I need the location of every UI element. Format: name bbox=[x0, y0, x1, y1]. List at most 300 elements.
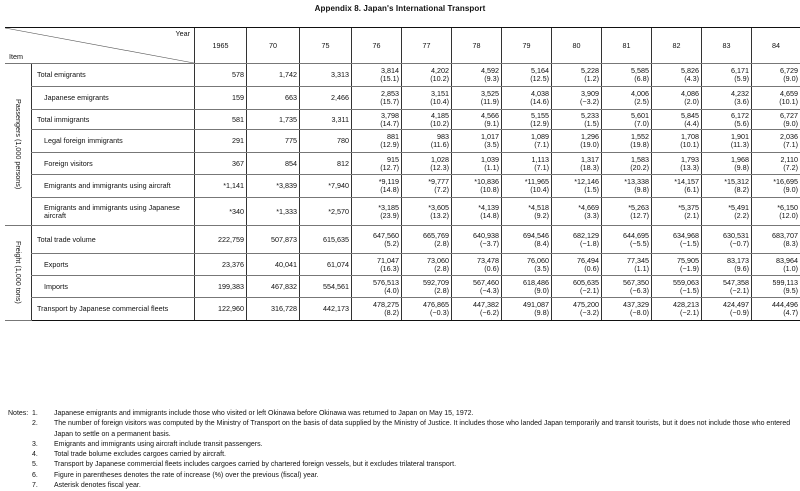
cell-value: 1,968 bbox=[731, 154, 749, 164]
cell bbox=[247, 226, 300, 254]
cell-value: 1,017 bbox=[481, 132, 499, 142]
cell bbox=[752, 130, 800, 153]
row-label: Emigrants and immigrants using aircraft bbox=[32, 175, 195, 198]
cell-rate: (13.2) bbox=[430, 210, 449, 220]
cell-value: 576,513 bbox=[373, 277, 399, 287]
cell-rate: (12.9) bbox=[380, 140, 399, 149]
cell-value: 2,853 bbox=[381, 89, 399, 99]
cell-value: *16,695 bbox=[773, 177, 798, 187]
cell-rate: (9.6) bbox=[734, 263, 749, 273]
cell bbox=[502, 298, 552, 321]
cell-value: 4,006 bbox=[631, 89, 649, 99]
cell-rate: (9.1) bbox=[484, 118, 499, 128]
note-number: 7. bbox=[32, 482, 38, 490]
cell bbox=[502, 198, 552, 226]
year-header: 75 bbox=[300, 28, 352, 64]
cell-rate: (9.0) bbox=[783, 185, 798, 194]
year-header: 77 bbox=[402, 28, 452, 64]
cell bbox=[247, 254, 300, 276]
cell-value: *10,836 bbox=[474, 177, 499, 187]
cell-rate: (9.3) bbox=[484, 74, 499, 83]
cell bbox=[247, 298, 300, 321]
note-text: Transport by Japanese commercial fleets includes cargoes carried by chartered foreign vessels, but it excludes trilateral transport. bbox=[54, 461, 457, 469]
year-header: 70 bbox=[247, 28, 300, 64]
cell-rate: (2.5) bbox=[634, 97, 649, 106]
cell bbox=[552, 298, 602, 321]
cell bbox=[552, 175, 602, 198]
cell-value: 1,708 bbox=[681, 132, 699, 142]
cell bbox=[352, 64, 402, 87]
cell-rate: (9.8) bbox=[634, 185, 649, 194]
cell bbox=[752, 64, 800, 87]
cell bbox=[452, 254, 502, 276]
cell-rate: (4.4) bbox=[684, 118, 699, 128]
year-header: 83 bbox=[702, 28, 752, 64]
cell-rate: (−5.5) bbox=[630, 238, 649, 248]
cell bbox=[702, 254, 752, 276]
notes-label: Notes: bbox=[8, 410, 29, 417]
cell-rate: (5.6) bbox=[734, 118, 749, 128]
cell-value: 559,063 bbox=[673, 277, 699, 287]
cell bbox=[752, 276, 800, 298]
cell bbox=[402, 64, 452, 87]
cell-value: *9,119 bbox=[378, 177, 399, 187]
table-row bbox=[5, 110, 800, 130]
cell-value: *3,605 bbox=[428, 202, 449, 212]
cell-rate: (9.5) bbox=[783, 285, 798, 295]
cell-rate: (7.1) bbox=[783, 140, 798, 149]
cell-rate: (9.8) bbox=[534, 308, 549, 317]
cell-rate: (9.0) bbox=[534, 285, 549, 295]
cell bbox=[352, 254, 402, 276]
note-item bbox=[8, 409, 798, 419]
cell-rate: (5.2) bbox=[384, 238, 399, 248]
cell bbox=[702, 226, 752, 254]
cell bbox=[652, 276, 702, 298]
cell-value: 6,172 bbox=[731, 110, 749, 120]
cell-value: *4,139 bbox=[478, 202, 499, 212]
cell-rate: (7.1) bbox=[534, 162, 549, 172]
cell-value: 983 bbox=[437, 132, 449, 142]
cell-rate: (4.7) bbox=[783, 308, 798, 317]
cell-rate: (9.8) bbox=[734, 162, 749, 172]
cell bbox=[247, 276, 300, 298]
cell bbox=[652, 110, 702, 130]
note-number: 3. bbox=[32, 440, 38, 448]
cell-value: 478,275 bbox=[373, 300, 399, 310]
cell-rate: (−1.8) bbox=[580, 238, 599, 248]
cell-value: 4,086 bbox=[681, 89, 699, 99]
cell bbox=[247, 153, 300, 175]
year-header: 84 bbox=[752, 28, 800, 64]
cell-rate: (1.1) bbox=[484, 162, 499, 172]
cell-value: 5,233 bbox=[581, 110, 599, 120]
cell-rate: (−1.9) bbox=[680, 263, 699, 273]
cell bbox=[452, 198, 502, 226]
cell bbox=[652, 298, 702, 321]
cell bbox=[752, 87, 800, 110]
cell-value: *5,263 bbox=[628, 202, 649, 212]
cell-rate: (−1.5) bbox=[680, 238, 699, 248]
cell-value: 605,635 bbox=[573, 277, 599, 287]
cell-value: 76,494 bbox=[577, 255, 599, 265]
cell-value: 3,909 bbox=[581, 89, 599, 99]
cell-value: 567,350 bbox=[623, 277, 649, 287]
cell bbox=[300, 198, 352, 226]
cell bbox=[552, 276, 602, 298]
cell-value: *3,839 bbox=[276, 181, 297, 191]
cell bbox=[502, 153, 552, 175]
cell bbox=[402, 276, 452, 298]
cell bbox=[402, 226, 452, 254]
cell-value: 554,561 bbox=[323, 281, 349, 291]
cell-rate: (9.2) bbox=[534, 210, 549, 220]
cell-value: 199,383 bbox=[218, 281, 244, 291]
cell bbox=[702, 198, 752, 226]
cell bbox=[602, 198, 652, 226]
cell-value: 316,728 bbox=[271, 304, 297, 314]
cell bbox=[602, 130, 652, 153]
cell bbox=[300, 298, 352, 321]
cell-rate: (15.7) bbox=[380, 97, 399, 106]
cell-rate: (−6.3) bbox=[630, 285, 649, 295]
cell-value: 61,074 bbox=[327, 259, 349, 269]
year-header: 78 bbox=[452, 28, 502, 64]
cell bbox=[652, 198, 702, 226]
cell-value: 475,200 bbox=[573, 300, 599, 310]
row-label: Imports bbox=[32, 276, 195, 298]
group-label-text: Passengers (1,000 persons) bbox=[13, 98, 23, 189]
table-row bbox=[5, 130, 800, 153]
cell-rate: (11.9) bbox=[480, 97, 499, 106]
cell bbox=[652, 130, 702, 153]
cell-value: *12,146 bbox=[574, 177, 599, 187]
cell-rate: (12.0) bbox=[779, 210, 798, 220]
cell bbox=[752, 153, 800, 175]
cell-value: 5,164 bbox=[531, 66, 549, 76]
cell bbox=[300, 175, 352, 198]
cell-value: 4,185 bbox=[431, 110, 449, 120]
note-number: 6. bbox=[32, 471, 38, 479]
row-label: Japanese emigrants bbox=[32, 87, 195, 110]
cell-value: 2,110 bbox=[780, 154, 798, 164]
cell-rate: (12.9) bbox=[530, 118, 549, 128]
cell-value: 3,151 bbox=[431, 89, 449, 99]
cell bbox=[300, 87, 352, 110]
table-row bbox=[5, 226, 800, 254]
year-header: 79 bbox=[502, 28, 552, 64]
table-row bbox=[5, 175, 800, 198]
cell bbox=[247, 87, 300, 110]
cell bbox=[752, 254, 800, 276]
cell bbox=[195, 87, 247, 110]
cell-value: 1,039 bbox=[481, 154, 499, 164]
cell-rate: (−6.2) bbox=[480, 308, 499, 317]
table-row bbox=[5, 298, 800, 321]
cell bbox=[195, 276, 247, 298]
cell bbox=[195, 198, 247, 226]
cell-value: *15,312 bbox=[724, 177, 749, 187]
cell-value: 71,047 bbox=[377, 255, 399, 265]
row-label: Total emigrants bbox=[32, 64, 195, 87]
cell-value: 507,873 bbox=[271, 234, 297, 244]
cell bbox=[602, 110, 652, 130]
cell bbox=[195, 153, 247, 175]
cell-value: *13,338 bbox=[624, 177, 649, 187]
cell-value: *4,669 bbox=[578, 202, 599, 212]
cell-value: 5,228 bbox=[581, 66, 599, 76]
cell-value: 428,213 bbox=[673, 300, 699, 310]
cell bbox=[702, 175, 752, 198]
cell-value: 424,497 bbox=[723, 300, 749, 310]
cell bbox=[247, 198, 300, 226]
cell bbox=[300, 110, 352, 130]
cell-value: 4,202 bbox=[431, 66, 449, 76]
cell-rate: (3.3) bbox=[584, 210, 599, 220]
cell-rate: (12.5) bbox=[530, 74, 549, 83]
cell bbox=[452, 87, 502, 110]
cell-rate: (3.6) bbox=[734, 97, 749, 106]
cell-value: 615,635 bbox=[323, 234, 349, 244]
cell-rate: (10.2) bbox=[430, 118, 449, 128]
cell-value: 1,028 bbox=[431, 154, 449, 164]
cell bbox=[247, 175, 300, 198]
group-label bbox=[5, 226, 32, 321]
cell bbox=[402, 198, 452, 226]
cell-value: *14,157 bbox=[674, 177, 699, 187]
cell bbox=[195, 110, 247, 130]
cell-value: 683,707 bbox=[772, 230, 798, 240]
row-label: Total immigrants bbox=[32, 110, 195, 130]
cell-value: 1,113 bbox=[531, 154, 549, 164]
cell bbox=[452, 276, 502, 298]
cell-value: 75,905 bbox=[677, 255, 699, 265]
row-label: Emigrants and immigrants using Japanese aircraft bbox=[32, 198, 195, 226]
cell-value: 491,087 bbox=[523, 300, 549, 310]
cell bbox=[752, 110, 800, 130]
cell-rate: (−2.1) bbox=[580, 285, 599, 295]
note-number: 4. bbox=[32, 451, 38, 459]
cell bbox=[402, 87, 452, 110]
cell-value: 5,845 bbox=[681, 110, 699, 120]
cell-value: 1,552 bbox=[631, 132, 649, 142]
cell-value: 23,376 bbox=[222, 259, 244, 269]
cell-value: 291 bbox=[232, 136, 244, 146]
table-row bbox=[5, 64, 800, 87]
row-label: Legal foreign immigrants bbox=[32, 130, 195, 153]
cell-rate: (2.8) bbox=[434, 263, 449, 273]
cell bbox=[402, 130, 452, 153]
cell-value: 592,709 bbox=[423, 277, 449, 287]
cell-rate: (14.6) bbox=[530, 97, 549, 106]
note-text: Japanese emigrants and immigrants include those who visited or left Okinawa before Okinawa was returned to Japan on May 15, 1972. bbox=[54, 410, 474, 417]
cell-value: 644,695 bbox=[623, 230, 649, 240]
cell bbox=[502, 226, 552, 254]
cell-value: 4,038 bbox=[531, 89, 549, 99]
cell-value: 73,060 bbox=[427, 255, 449, 265]
cell-value: 1,901 bbox=[731, 132, 749, 142]
item-axis-label: Item bbox=[9, 52, 23, 62]
cell bbox=[752, 226, 800, 254]
cell bbox=[300, 64, 352, 87]
cell-value: 4,232 bbox=[731, 89, 749, 99]
cell bbox=[502, 64, 552, 87]
cell-value: *5,375 bbox=[678, 202, 699, 212]
cell-value: 437,329 bbox=[623, 300, 649, 310]
cell-value: 812 bbox=[337, 158, 349, 168]
cell-value: 775 bbox=[285, 136, 297, 146]
cell bbox=[352, 153, 402, 175]
cell-value: 6,729 bbox=[780, 66, 798, 76]
cell-value: 5,826 bbox=[681, 66, 699, 76]
cell bbox=[652, 175, 702, 198]
cell bbox=[602, 298, 652, 321]
note-item bbox=[8, 460, 798, 470]
stub-header bbox=[5, 28, 195, 64]
cell bbox=[552, 254, 602, 276]
cell bbox=[195, 175, 247, 198]
cell-value: 6,727 bbox=[780, 110, 798, 120]
transport-table bbox=[5, 27, 800, 321]
cell-value: 5,155 bbox=[531, 110, 549, 120]
notes bbox=[8, 409, 798, 491]
cell-value: 3,313 bbox=[331, 70, 349, 80]
cell bbox=[652, 254, 702, 276]
cell-value: 83,964 bbox=[776, 255, 798, 265]
table-row bbox=[5, 87, 800, 110]
cell bbox=[402, 254, 452, 276]
cell-value: 367 bbox=[232, 158, 244, 168]
note-item bbox=[8, 440, 798, 450]
cell-rate: (10.8) bbox=[480, 185, 499, 194]
cell-rate: (12.7) bbox=[380, 162, 399, 172]
cell-value: 1,317 bbox=[581, 154, 599, 164]
cell-rate: (1.5) bbox=[584, 185, 599, 194]
cell-value: 5,601 bbox=[631, 110, 649, 120]
cell-rate: (−3.2) bbox=[580, 308, 599, 317]
cell bbox=[247, 110, 300, 130]
cell bbox=[352, 276, 402, 298]
note-item bbox=[8, 481, 798, 491]
cell bbox=[652, 64, 702, 87]
cell bbox=[452, 153, 502, 175]
cell-rate: (10.4) bbox=[430, 97, 449, 106]
cell-value: 4,566 bbox=[481, 110, 499, 120]
cell-value: 3,525 bbox=[481, 89, 499, 99]
cell bbox=[552, 226, 602, 254]
cell-rate: (−2.1) bbox=[730, 285, 749, 295]
cell bbox=[602, 254, 652, 276]
cell-rate: (4.3) bbox=[684, 74, 699, 83]
table-row bbox=[5, 254, 800, 276]
cell bbox=[452, 226, 502, 254]
cell-rate: (6.1) bbox=[684, 185, 699, 194]
cell-value: 881 bbox=[387, 132, 399, 142]
cell-value: 444,496 bbox=[772, 300, 798, 310]
cell-rate: (11.6) bbox=[430, 140, 449, 149]
note-item bbox=[8, 471, 798, 481]
cell bbox=[502, 110, 552, 130]
cell bbox=[402, 298, 452, 321]
cell-rate: (5.9) bbox=[734, 74, 749, 83]
note-text: Figure in parentheses denotes the rate of increase (%) over the previous (fiscal) year. bbox=[54, 471, 319, 479]
cell-value: *11,965 bbox=[524, 177, 549, 187]
cell-value: *1,333 bbox=[276, 206, 297, 216]
table-row bbox=[5, 153, 800, 175]
cell-rate: (10.1) bbox=[779, 97, 798, 106]
note-text: Total trade bolume excludes cargoes carried by aircraft. bbox=[54, 451, 226, 459]
cell-value: *3,185 bbox=[378, 202, 399, 212]
note-item bbox=[8, 450, 798, 460]
cell bbox=[402, 110, 452, 130]
cell-rate: (7.1) bbox=[534, 140, 549, 149]
cell bbox=[702, 110, 752, 130]
cell-value: 83,173 bbox=[727, 255, 749, 265]
cell-value: 647,560 bbox=[373, 230, 399, 240]
cell bbox=[652, 153, 702, 175]
cell bbox=[300, 130, 352, 153]
cell bbox=[247, 130, 300, 153]
cell-rate: (2.8) bbox=[434, 285, 449, 295]
cell-rate: (15.1) bbox=[380, 74, 399, 83]
cell-value: *340 bbox=[229, 206, 244, 216]
cell bbox=[702, 130, 752, 153]
cell-value: 1,296 bbox=[581, 132, 599, 142]
cell-rate: (1.5) bbox=[584, 118, 599, 128]
cell-value: 222,759 bbox=[218, 234, 244, 244]
cell-value: 567,460 bbox=[473, 277, 499, 287]
row-label: Total trade volume bbox=[32, 226, 195, 254]
year-header: 80 bbox=[552, 28, 602, 64]
cell bbox=[300, 153, 352, 175]
cell bbox=[652, 87, 702, 110]
cell-rate: (−1.5) bbox=[680, 285, 699, 295]
cell-rate: (9.0) bbox=[783, 74, 798, 83]
cell-value: 159 bbox=[232, 93, 244, 103]
cell-value: *9,777 bbox=[428, 177, 449, 187]
cell bbox=[552, 64, 602, 87]
cell-value: *5,491 bbox=[728, 202, 749, 212]
cell-rate: (−3.2) bbox=[580, 97, 599, 106]
cell-value: *2,570 bbox=[328, 206, 349, 216]
cell-value: 73,478 bbox=[477, 255, 499, 265]
cell-value: *4,518 bbox=[528, 202, 549, 212]
cell bbox=[352, 175, 402, 198]
cell-rate: (19.0) bbox=[580, 140, 599, 149]
cell-value: 599,113 bbox=[772, 277, 798, 287]
cell-rate: (−0.9) bbox=[730, 308, 749, 317]
cell-rate: (6.8) bbox=[634, 74, 649, 83]
cell-rate: (1.2) bbox=[584, 74, 599, 83]
cell-value: 77,345 bbox=[627, 255, 649, 265]
cell bbox=[195, 254, 247, 276]
cell-rate: (−0.3) bbox=[430, 308, 449, 317]
cell-rate: (2.2) bbox=[734, 210, 749, 220]
cell-value: 682,129 bbox=[573, 230, 599, 240]
cell-value: 780 bbox=[337, 136, 349, 146]
cell-rate: (8.3) bbox=[783, 238, 798, 248]
group-label-text: Freight (1,000 tons) bbox=[13, 240, 23, 304]
cell bbox=[752, 298, 800, 321]
note-text: The number of foreign visitors was computed by the Ministry of Transport on the basis of data supplied by the Ministry of Justice. It includes those who landed Japan temporarily and transit tourists, but it does not include those who entered Japan to settle on a permanent basis. bbox=[54, 420, 791, 438]
cell-rate: (10.4) bbox=[530, 185, 549, 194]
cell bbox=[502, 130, 552, 153]
cell-value: 3,311 bbox=[331, 114, 349, 124]
cell bbox=[602, 64, 652, 87]
cell-rate: (10.2) bbox=[430, 74, 449, 83]
cell-rate: (8.2) bbox=[734, 185, 749, 194]
cell-value: 5,585 bbox=[631, 66, 649, 76]
